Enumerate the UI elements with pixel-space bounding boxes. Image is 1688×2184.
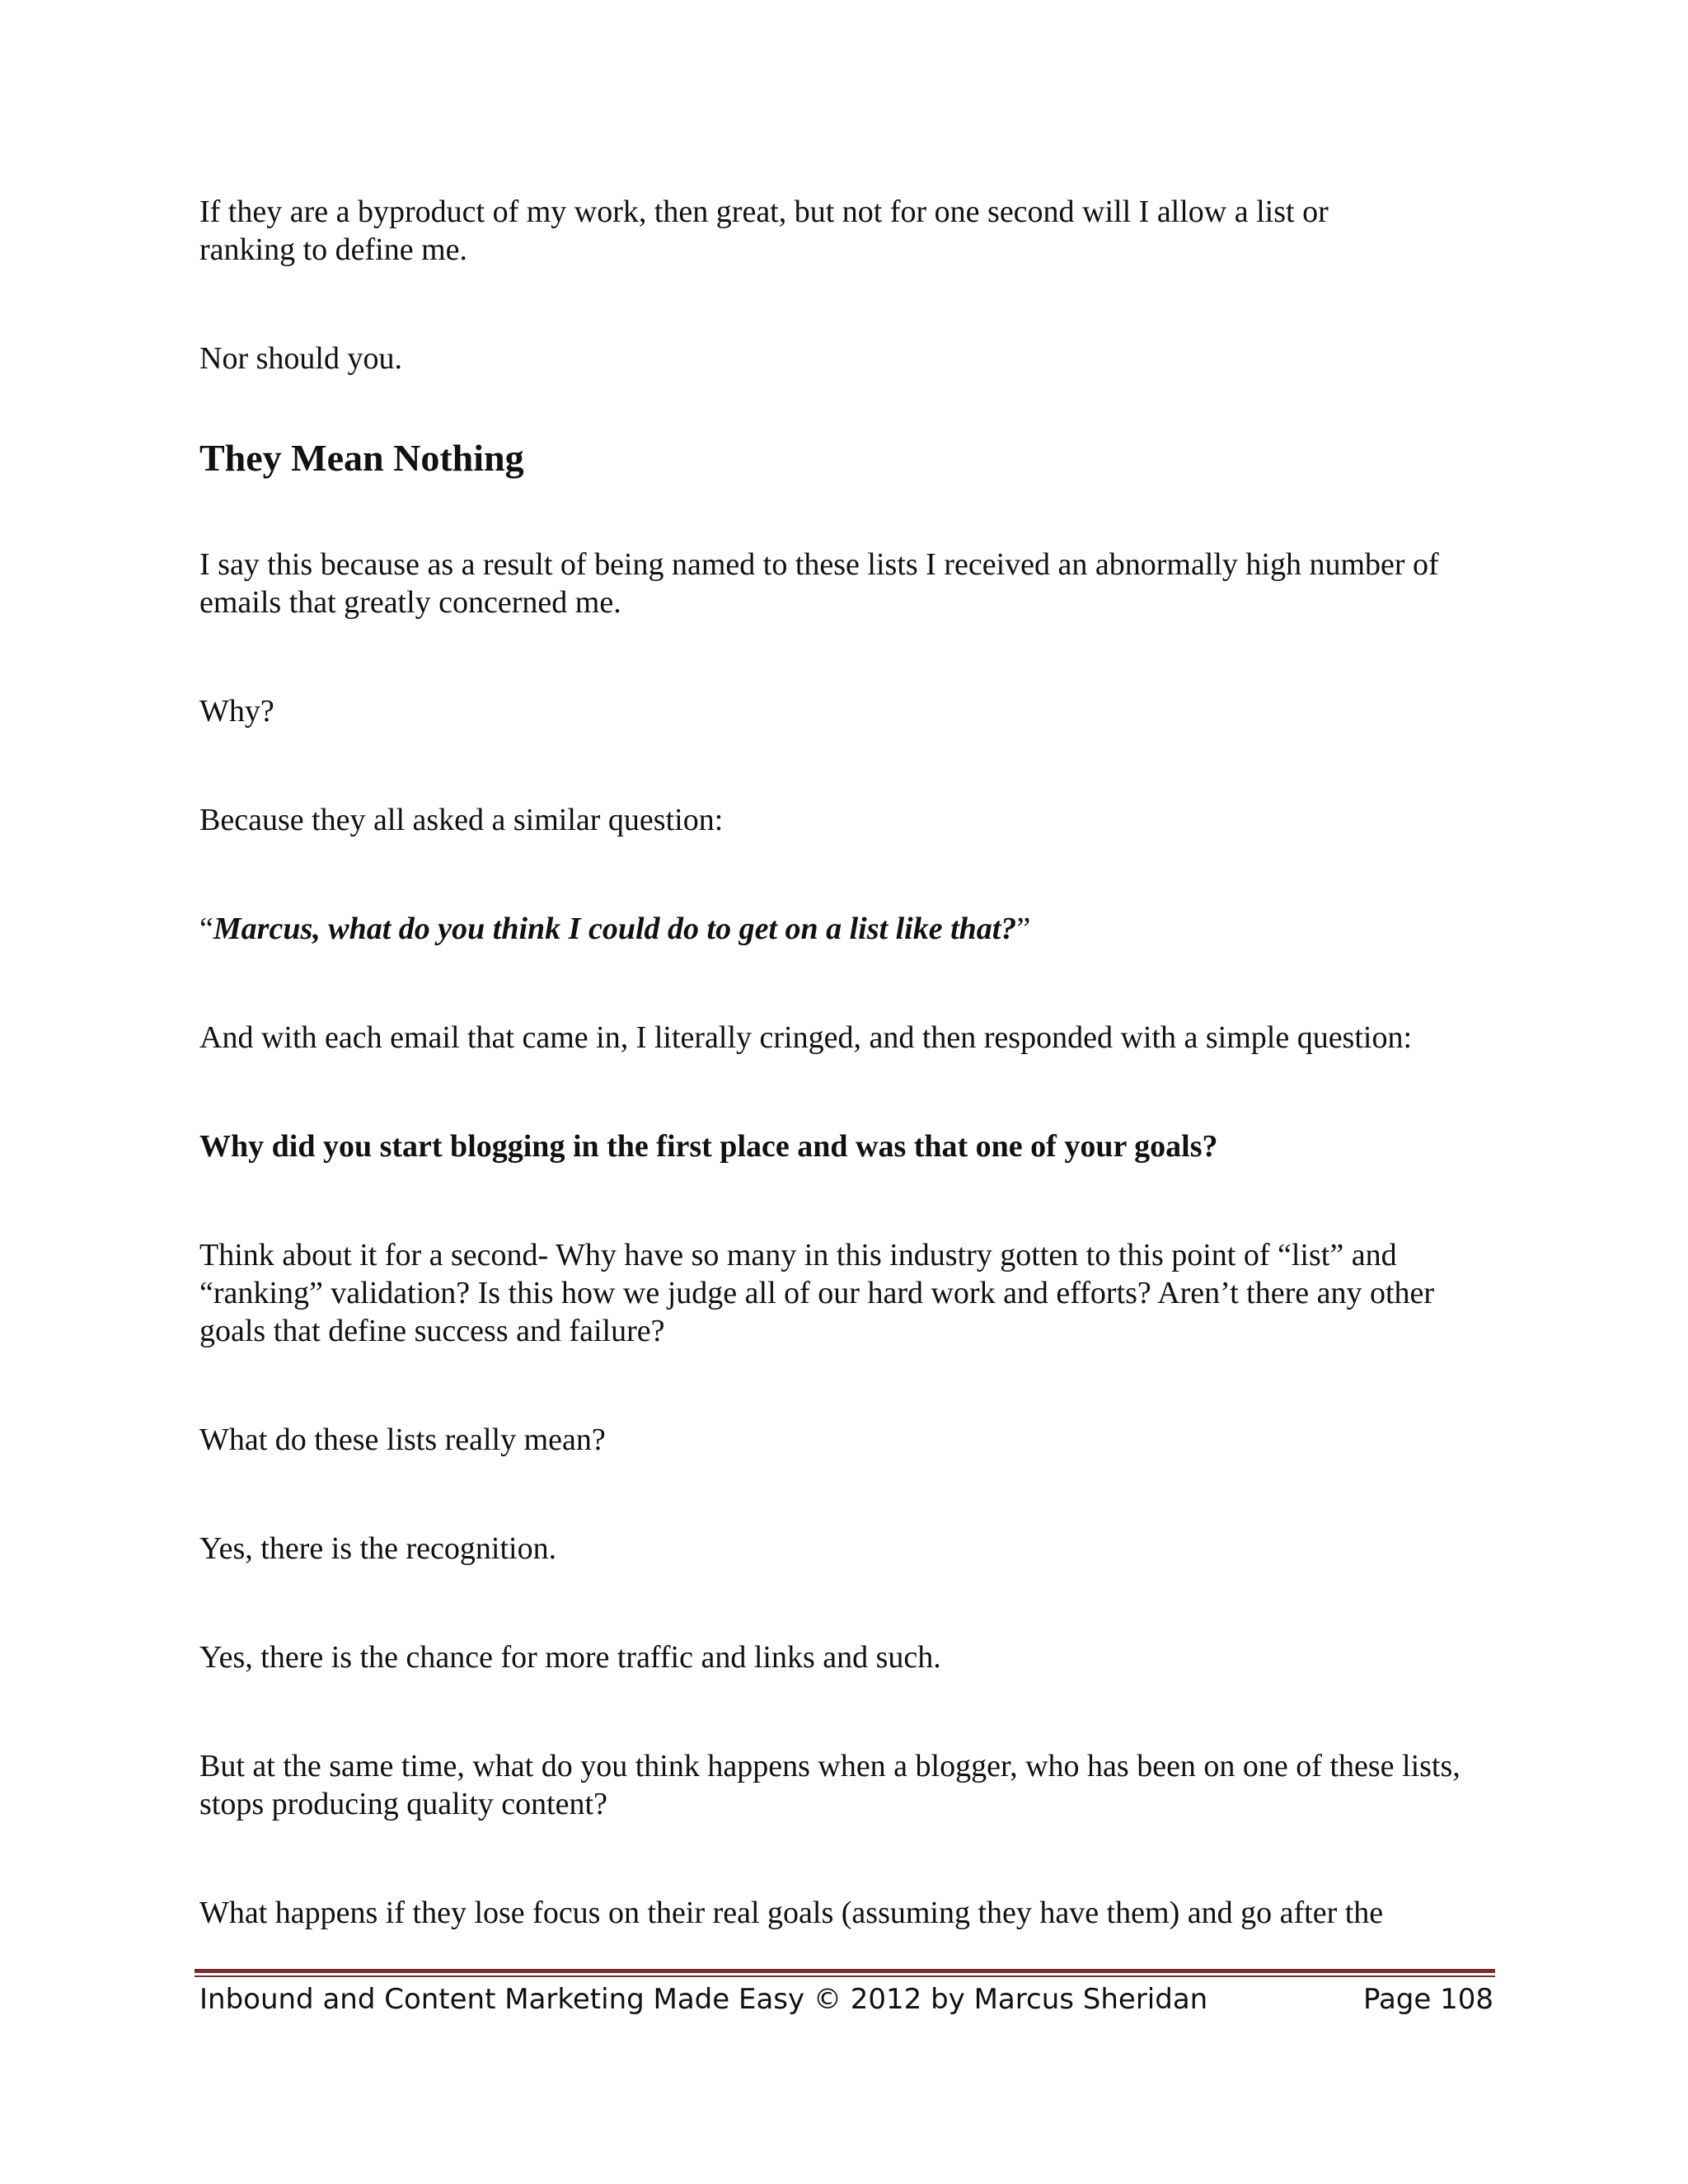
quote-open-mark: “	[199, 912, 213, 946]
section-heading: They Mean Nothing	[199, 437, 524, 479]
paragraph: I say this because as a result of being named to these lists I received an abnormally high number of emails that greatly concerned me.	[199, 547, 1439, 620]
paragraph: If they are a byproduct of my work, then great, but not for one second will I allow a list or ranking to define me.	[199, 194, 1329, 267]
paragraph: Yes, there is the chance for more traffic and links and such.	[199, 1640, 941, 1675]
paragraph: And with each email that came in, I literally cringed, and then responded with a simple question:	[199, 1020, 1413, 1055]
paragraph: What happens if they lose focus on their real goals (assuming they have them) and go after the	[199, 1896, 1384, 1930]
paragraph: Yes, there is the recognition.	[199, 1531, 557, 1566]
footer-rule	[195, 1969, 1495, 1973]
paragraph: Why?	[199, 694, 274, 729]
bold-question: Why did you start blogging in the first place and was that one of your goals?	[199, 1129, 1218, 1164]
paragraph: Think about it for a second- Why have so many in this industry gotten to this point of “list” and “ranking” validation? Is this how we judge all of our hard work and efforts? Aren’t there any other goals that define success and failure?	[199, 1238, 1435, 1348]
quote-paragraph	[199, 910, 1502, 948]
quote-text: Marcus, what do you think I could do to get on a list like that?	[213, 912, 1017, 946]
footer-rule-thin	[195, 1975, 1495, 1977]
paragraph: Nor should you.	[199, 341, 402, 376]
quote-close-mark: ”	[1016, 912, 1031, 946]
paragraph: Because they all asked a similar question:	[199, 803, 724, 837]
footer-title: Inbound and Content Marketing Made Easy © 2012 by Marcus Sheridan	[199, 1983, 1208, 2016]
page-number: Page 108	[1362, 1983, 1493, 2016]
paragraph: But at the same time, what do you think happens when a blogger, who has been on one of these lists, stops producing quality content?	[199, 1749, 1461, 1821]
paragraph: What do these lists really mean?	[199, 1422, 606, 1457]
page-body	[199, 193, 1502, 1932]
